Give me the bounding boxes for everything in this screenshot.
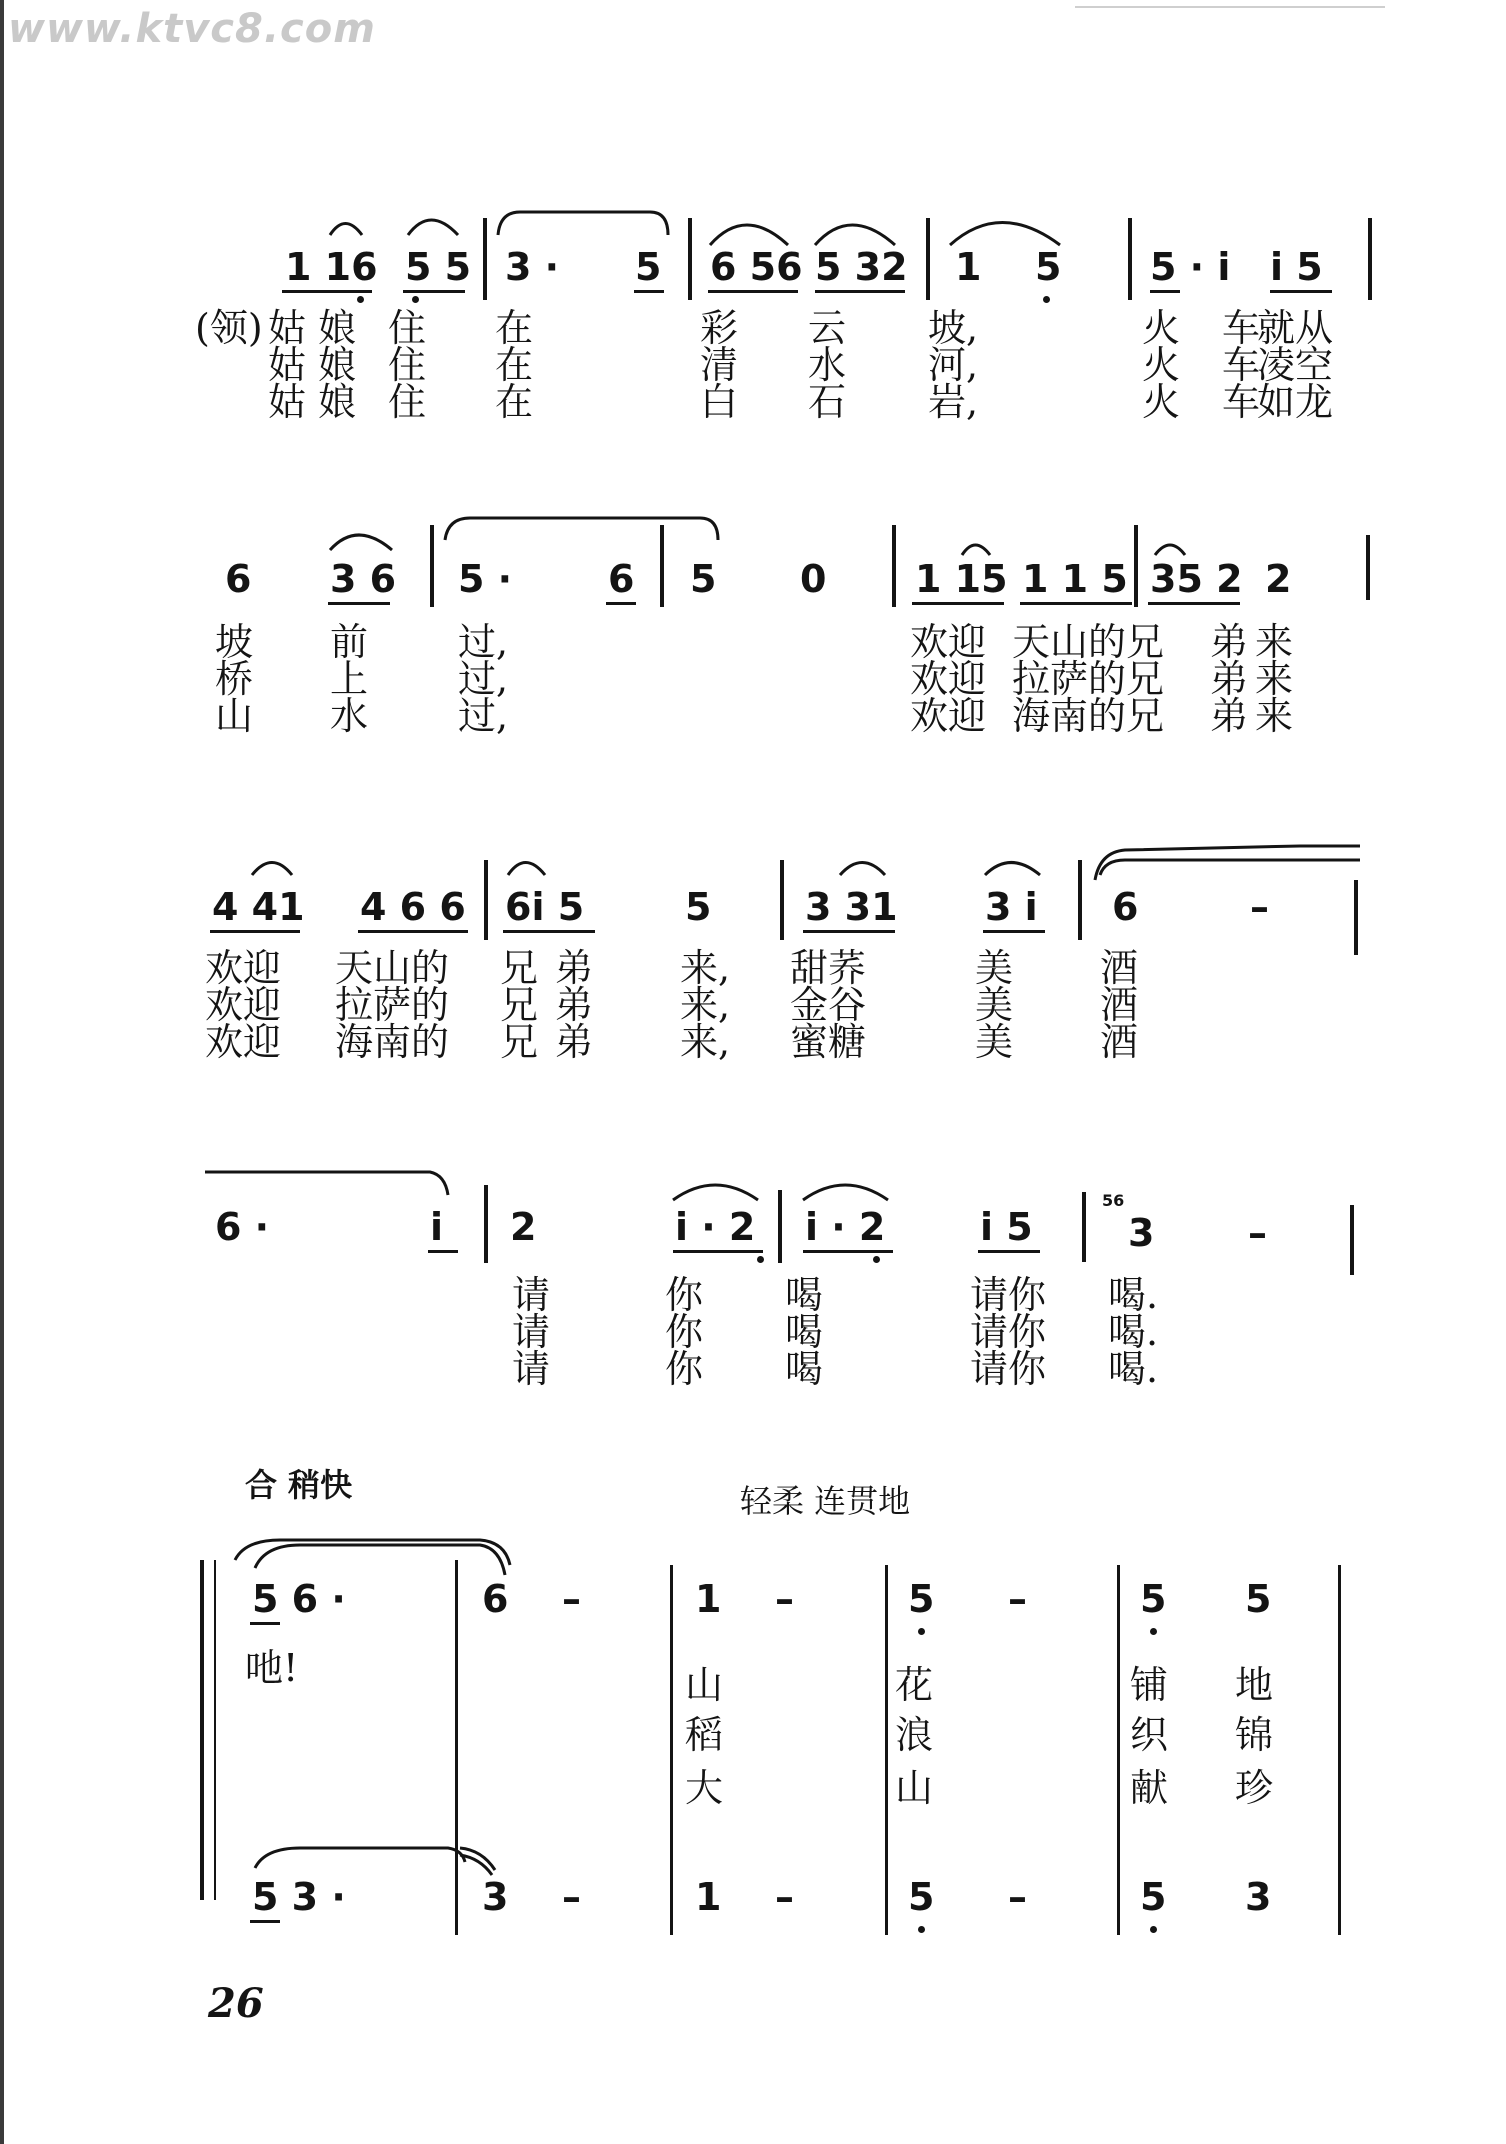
lyric: 来, — [680, 946, 731, 990]
note: 3 — [482, 1875, 509, 1919]
lyric: 岩, — [928, 380, 979, 424]
lyric: 来 — [1255, 657, 1294, 701]
lyric: 住 — [388, 380, 427, 424]
lyric: 火 — [1142, 306, 1181, 350]
lyric: 美 — [975, 1020, 1014, 1064]
lyric: 欢迎 — [910, 694, 987, 738]
lyric: 姑 — [268, 380, 307, 424]
lyric: 弟 — [1210, 620, 1249, 664]
note: 1 — [695, 1577, 722, 1621]
note: 0 — [800, 557, 827, 601]
lyric: 欢迎 — [205, 946, 282, 990]
note: – — [1008, 1577, 1027, 1621]
note: – — [1008, 1875, 1027, 1919]
lyric: 娘 — [318, 343, 357, 387]
lyric: 喝. — [1108, 1347, 1159, 1391]
lyric: 美 — [975, 983, 1014, 1027]
lyric: 蜜糖 — [790, 1020, 867, 1064]
lyric: 来 — [1255, 620, 1294, 664]
lyric: 火 — [1142, 343, 1181, 387]
lyric: 山 — [215, 694, 254, 738]
note: 5 — [690, 557, 717, 601]
lyric: 水 — [808, 343, 847, 387]
lyric: 山 — [685, 1663, 724, 1707]
lyric: 喝 — [785, 1347, 824, 1391]
lyric: 甜荞 — [790, 946, 867, 990]
note: 35 2 — [1150, 557, 1243, 601]
lyric: 酒 — [1100, 946, 1139, 990]
note: 1 16 — [285, 245, 378, 289]
lyric: 水 — [330, 694, 369, 738]
lyric: 彩 — [700, 306, 739, 350]
note: – — [775, 1577, 794, 1621]
lyric: 车 — [1222, 380, 1261, 424]
chorus-tempo-marking: 合 稍快 — [245, 1466, 353, 1504]
note: 5 — [1035, 245, 1062, 289]
lyric: 请 — [512, 1347, 551, 1391]
lyric: 兄 — [500, 983, 539, 1027]
lyric: 兄 — [500, 1020, 539, 1064]
lyric: 坡, — [928, 306, 979, 350]
note: 5 — [635, 245, 662, 289]
lyric: 请 — [512, 1310, 551, 1354]
note: – — [562, 1875, 581, 1919]
lyric: 金谷 — [790, 983, 867, 1027]
lyric: 欢迎 — [205, 1020, 282, 1064]
note: 5 — [908, 1875, 935, 1919]
lyric: 弟 — [1210, 694, 1249, 738]
note: 1 1 5 — [1022, 557, 1128, 601]
lyric: 酒 — [1100, 1020, 1139, 1064]
lyric: 上 — [330, 657, 369, 701]
lyric: 兄 — [500, 946, 539, 990]
lyric: 河, — [928, 343, 979, 387]
lyric: 弟 — [555, 946, 594, 990]
note: 3 6 — [330, 557, 397, 601]
note: 6 — [225, 557, 252, 601]
note: 5 3 · — [252, 1875, 346, 1919]
lyric: 清 — [700, 343, 739, 387]
note: i 5 — [980, 1205, 1033, 1249]
lyric: 在 — [495, 306, 534, 350]
lyric: 珍 — [1235, 1766, 1274, 1810]
lyric: 姑 — [268, 306, 307, 350]
note: 6 — [482, 1577, 509, 1621]
note: 3 — [1128, 1211, 1155, 1255]
lyric: 海南的 — [335, 1020, 450, 1064]
note: 2 — [510, 1205, 537, 1249]
lyric: 地 — [1235, 1663, 1274, 1707]
note: 5 5 — [405, 245, 472, 289]
lyric: 欢迎 — [910, 657, 987, 701]
lyric: 车 — [1222, 306, 1261, 350]
lyric: 欢迎 — [205, 983, 282, 1027]
note: 6 · — [215, 1205, 270, 1249]
note: 5 6 · — [252, 1577, 346, 1621]
note: 1 — [695, 1875, 722, 1919]
note: – — [775, 1875, 794, 1919]
lyric: 过, — [458, 694, 509, 738]
lyric: 娘 — [318, 306, 357, 350]
lyric: 弟 — [1210, 657, 1249, 701]
note: 3 31 — [805, 885, 898, 929]
lyric: 云 — [808, 306, 847, 350]
lyric: 过, — [458, 657, 509, 701]
note: – — [562, 1577, 581, 1621]
lyric: 坡 — [215, 620, 254, 664]
lyric: 你 — [665, 1347, 704, 1391]
note: 5 — [685, 885, 712, 929]
lyric: 拉萨的 — [335, 983, 450, 1027]
note: 6 — [608, 557, 635, 601]
note: 5 — [1140, 1577, 1167, 1621]
lyric: 喝 — [785, 1273, 824, 1317]
note: 5 — [908, 1577, 935, 1621]
lyric: 锦 — [1235, 1713, 1274, 1757]
note: 1 15 — [915, 557, 1008, 601]
note: 5 · i — [1150, 245, 1231, 289]
lyric: 住 — [388, 306, 427, 350]
lyric: 弟 — [555, 983, 594, 1027]
grace-note: 56 — [1102, 1191, 1125, 1210]
note: i 5 — [1270, 245, 1323, 289]
lyric: 美 — [975, 946, 1014, 990]
shout-lyric: 吔! — [245, 1646, 299, 1690]
note: 5 — [1245, 1577, 1272, 1621]
lyric: 天山的 — [335, 946, 450, 990]
lyric: 喝. — [1108, 1310, 1159, 1354]
lyric: 来, — [680, 1020, 731, 1064]
note: 6 — [1112, 885, 1139, 929]
lyric: 前 — [330, 620, 369, 664]
lyric: 请 — [512, 1273, 551, 1317]
lyric: 桥 — [215, 657, 254, 701]
note: 1 — [955, 245, 982, 289]
lyric: 石 — [808, 380, 847, 424]
lyric: 天山的兄 — [1012, 620, 1165, 664]
lyric: 如龙 — [1257, 380, 1334, 424]
note: 3 — [1245, 1875, 1272, 1919]
lyric: 你 — [665, 1273, 704, 1317]
note: – — [1248, 1211, 1267, 1255]
lyric: 火 — [1142, 380, 1181, 424]
lyric: 住 — [388, 343, 427, 387]
note: 5 32 — [815, 245, 908, 289]
lyric: 花 — [895, 1663, 934, 1707]
lyric: 凌空 — [1257, 343, 1334, 387]
lyric: 娘 — [318, 380, 357, 424]
lyric: 车 — [1222, 343, 1261, 387]
note: 5 · — [458, 557, 513, 601]
lyric: 织 — [1130, 1713, 1169, 1757]
lyric: 献 — [1130, 1766, 1169, 1810]
note: i — [430, 1205, 444, 1249]
lyric: 弟 — [555, 1020, 594, 1064]
page-number: 26 — [208, 1980, 264, 2027]
lyric: 海南的兄 — [1012, 694, 1165, 738]
lyric: 你 — [665, 1310, 704, 1354]
lyric: 来 — [1255, 694, 1294, 738]
lyric: 在 — [495, 380, 534, 424]
note: 6i 5 — [505, 885, 585, 929]
note: 5 — [1140, 1875, 1167, 1919]
lyric: 白 — [700, 380, 739, 424]
note: 6 56 — [710, 245, 803, 289]
note: – — [1250, 885, 1269, 929]
lyric: 浪 — [895, 1713, 934, 1757]
expression-marking: 轻柔 连贯地 — [740, 1482, 911, 1520]
note: 3 i — [985, 885, 1038, 929]
lyric: 请你 — [970, 1273, 1047, 1317]
lyric: 请你 — [970, 1310, 1047, 1354]
lead-marking: (领) — [195, 306, 263, 350]
lyric: 铺 — [1130, 1663, 1169, 1707]
lyric: 酒 — [1100, 983, 1139, 1027]
lyric: 来, — [680, 983, 731, 1027]
lyric: 拉萨的兄 — [1012, 657, 1165, 701]
note: 4 41 — [212, 885, 305, 929]
lyric: 喝. — [1108, 1273, 1159, 1317]
note: 4 6 6 — [360, 885, 466, 929]
lyric: 喝 — [785, 1310, 824, 1354]
lyric: 欢迎 — [910, 620, 987, 664]
note: i · 2 — [675, 1205, 756, 1249]
watermark: www.ktvc8.com — [8, 6, 376, 52]
note: i · 2 — [805, 1205, 886, 1249]
note: 3 · — [505, 245, 560, 289]
lyric: 山 — [895, 1766, 934, 1810]
lyric: 就从 — [1257, 306, 1334, 350]
lyric: 稻 — [685, 1713, 724, 1757]
lyric: 在 — [495, 343, 534, 387]
lyric: 过, — [458, 620, 509, 664]
note: 2 — [1265, 557, 1292, 601]
lyric: 请你 — [970, 1347, 1047, 1391]
lyric: 大 — [685, 1766, 724, 1810]
lyric: 姑 — [268, 343, 307, 387]
